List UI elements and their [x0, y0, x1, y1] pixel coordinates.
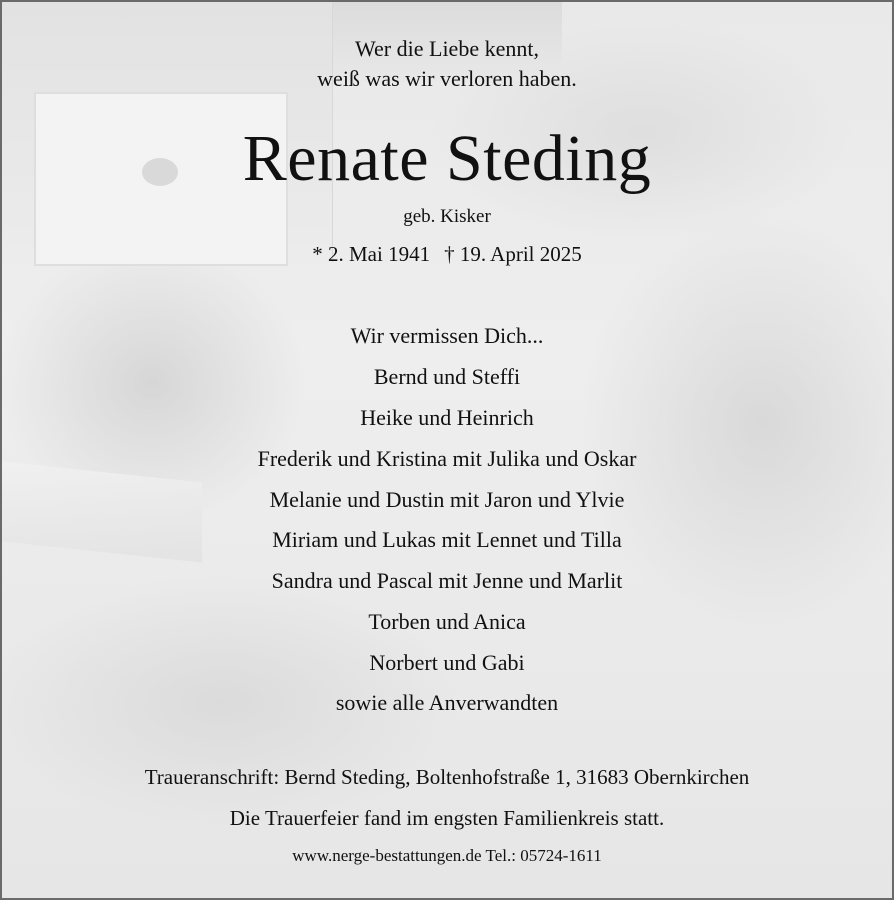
mourner-line: Wir vermissen Dich... — [350, 323, 544, 348]
mourner-line: Torben und Anica — [368, 609, 526, 634]
motto-line-1: Wer die Liebe kennt, — [355, 36, 539, 61]
death-date: † 19. April 2025 — [444, 242, 582, 266]
mourner-line: Frederik und Kristina mit Julika und Oskar — [257, 446, 637, 471]
mourner-line: Heike und Heinrich — [360, 405, 534, 430]
motto-line-2: weiß was wir verloren haben. — [317, 66, 577, 91]
mourner-line: Norbert und Gabi — [369, 650, 525, 675]
mourning-address: Traueranschrift: Bernd Steding, Boltenhofstraße 1, 31683 Obernkirchen — [144, 765, 750, 789]
mourner-line: Miriam und Lukas mit Lennet und Tilla — [272, 527, 622, 552]
mourner-line: Bernd und Steffi — [373, 364, 521, 389]
birth-name: geb. Kisker — [403, 206, 491, 227]
life-dates — [2, 242, 892, 267]
obituary-text — [2, 2, 894, 900]
birth-date: * 2. Mai 1941 — [312, 242, 431, 266]
mourner-line: Melanie und Dustin mit Jaron und Ylvie — [269, 487, 625, 512]
mourner-line: Sandra und Pascal mit Jenne und Marlit — [271, 568, 623, 593]
mourner-line: sowie alle Anverwandten — [335, 690, 559, 715]
deceased-name: Renate Steding — [242, 122, 652, 195]
funeral-home-contact: www.nerge-bestattungen.de Tel.: 05724-1611 — [292, 846, 602, 865]
ceremony-note: Die Trauerfeier fand im engsten Familienkreis statt. — [229, 806, 665, 830]
